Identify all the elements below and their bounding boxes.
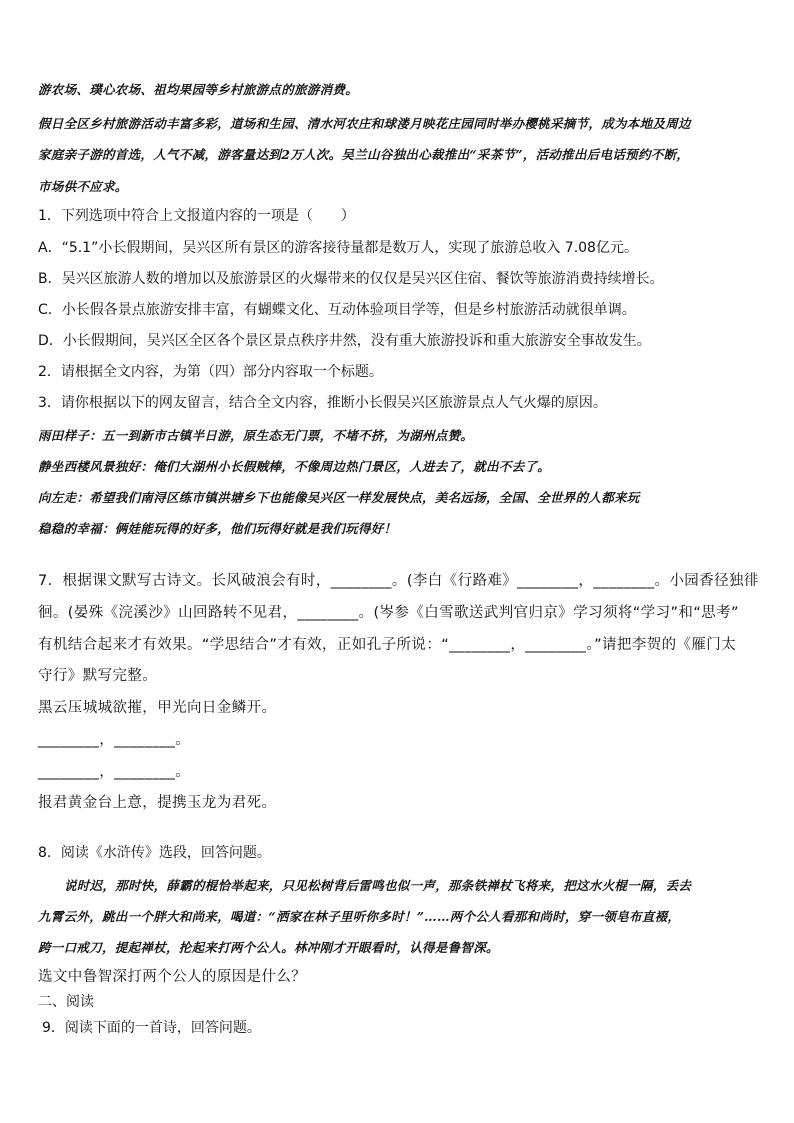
excerpt-line: 九霄云外，跳出一个胖大和尚来，喝道：“洒家在林子里听你多时！”……两个公人看那和尚时，穿一领皂布直裰，: [38, 909, 681, 924]
q7-line: 7．根据课文默写古诗文。长风破浪会有时，________。(李白《行路难》________，________。小园香径独徘: [38, 573, 759, 589]
passage-line: 家庭亲子游的首选，人气不减，游客量达到2万人次。吴兰山谷独出心裁推出“采茶节”，活动推出后电话预约不断，: [38, 147, 690, 162]
q7-line: 徊。(晏殊《浣溪沙》山回路转不见君，________。(岑参《白雪歌送武判官归京》学习须将“学习”和“思考”: [38, 605, 739, 621]
question-1: 1．下列选项中符合上文报道内容的一项是（ ）: [38, 208, 355, 224]
question-2: 2．请根据全文内容，为第（四）部分内容取一个标题。: [38, 364, 383, 380]
comment-line: 向左走：希望我们南浔区练市镇洪塘乡下也能像吴兴区一样发展快点，美名远扬，全国、全世界的人都来玩: [38, 490, 640, 505]
q7-line: 有机结合起来才有效果。“学思结合”才有效，正如孔子所说：“________，________。”请把李贺的《雁门太: [38, 637, 737, 653]
question-9: 9．阅读下面的一首诗，回答问题。: [42, 1020, 261, 1036]
excerpt-line: 跨一口戒刀，提起禅杖，抡起来打两个公人。林冲刚才开眼看时，认得是鲁智深。: [38, 940, 499, 955]
option-a: A．“5.1”小长假期间，吴兴区所有景区的游客接待量都是数万人，实现了旅游总收入 7.08亿元。: [38, 240, 638, 256]
comment-line: 稳稳的幸福：俩娃能玩得的好多，他们玩得好就是我们玩得好！: [38, 521, 397, 536]
poem-line: 报君黄金台上意，提携玉龙为君死。: [38, 795, 277, 811]
passage-line: 游农场、璞心农场、祖均果园等乡村旅游点的旅游消费。: [38, 82, 359, 97]
comment-line: 静坐西楼风景独好：俺们大湖州小长假贼棒，不像周边热门景区，人进去了，就出不去了。: [38, 459, 551, 474]
option-d: D．小长假期间，吴兴区全区各个景区景点秩序井然，没有重大旅游投诉和重大旅游安全事故发生。: [38, 333, 651, 349]
passage-line: 市场供不应求。: [38, 179, 128, 194]
comment-line: 雨田样子：五一到新市古镇半日游，原生态无门票，不堵不挤，为湖州点赞。: [38, 428, 474, 443]
q7-line: 守行》默写完整。: [38, 668, 158, 684]
excerpt-line: 说时迟，那时快，薛霸的棍恰举起来，只见松树背后雷鸣也似一声，那条铁禅杖飞将来，把这水火棍一隔，丢去: [64, 878, 692, 893]
question-3: 3．请你根据以下的网友留言，结合全文内容，推断小长假吴兴区旅游景点人气火爆的原因。: [38, 395, 607, 411]
passage-line: 假日全区乡村旅游活动丰富多彩，道场和生园、清水河农庄和球溇月映花庄园同时举办樱桃采摘节，成为本地及周边: [38, 116, 691, 131]
poem-line: 黑云压城城欲摧，甲光向日金鳞开。: [38, 700, 277, 716]
question-8-prompt: 选文中鲁智深打两个公人的原因是什么？: [38, 969, 307, 985]
poem-blank-line: ________，________。: [38, 732, 191, 748]
option-b: B．吴兴区旅游人数的增加以及旅游景区的火爆带来的仅仅是吴兴区住宿、餐饮等旅游消费持续增长。: [38, 271, 664, 287]
question-8: 8．阅读《水浒传》选段，回答问题。: [38, 845, 271, 861]
poem-blank-line: ________，________。: [38, 764, 191, 780]
option-c: C．小长假各景点旅游安排丰富，有蝴蝶文化、互动体验项目学等，但是乡村旅游活动就很单调。: [38, 302, 636, 318]
section-heading: 二、阅读: [38, 994, 94, 1010]
